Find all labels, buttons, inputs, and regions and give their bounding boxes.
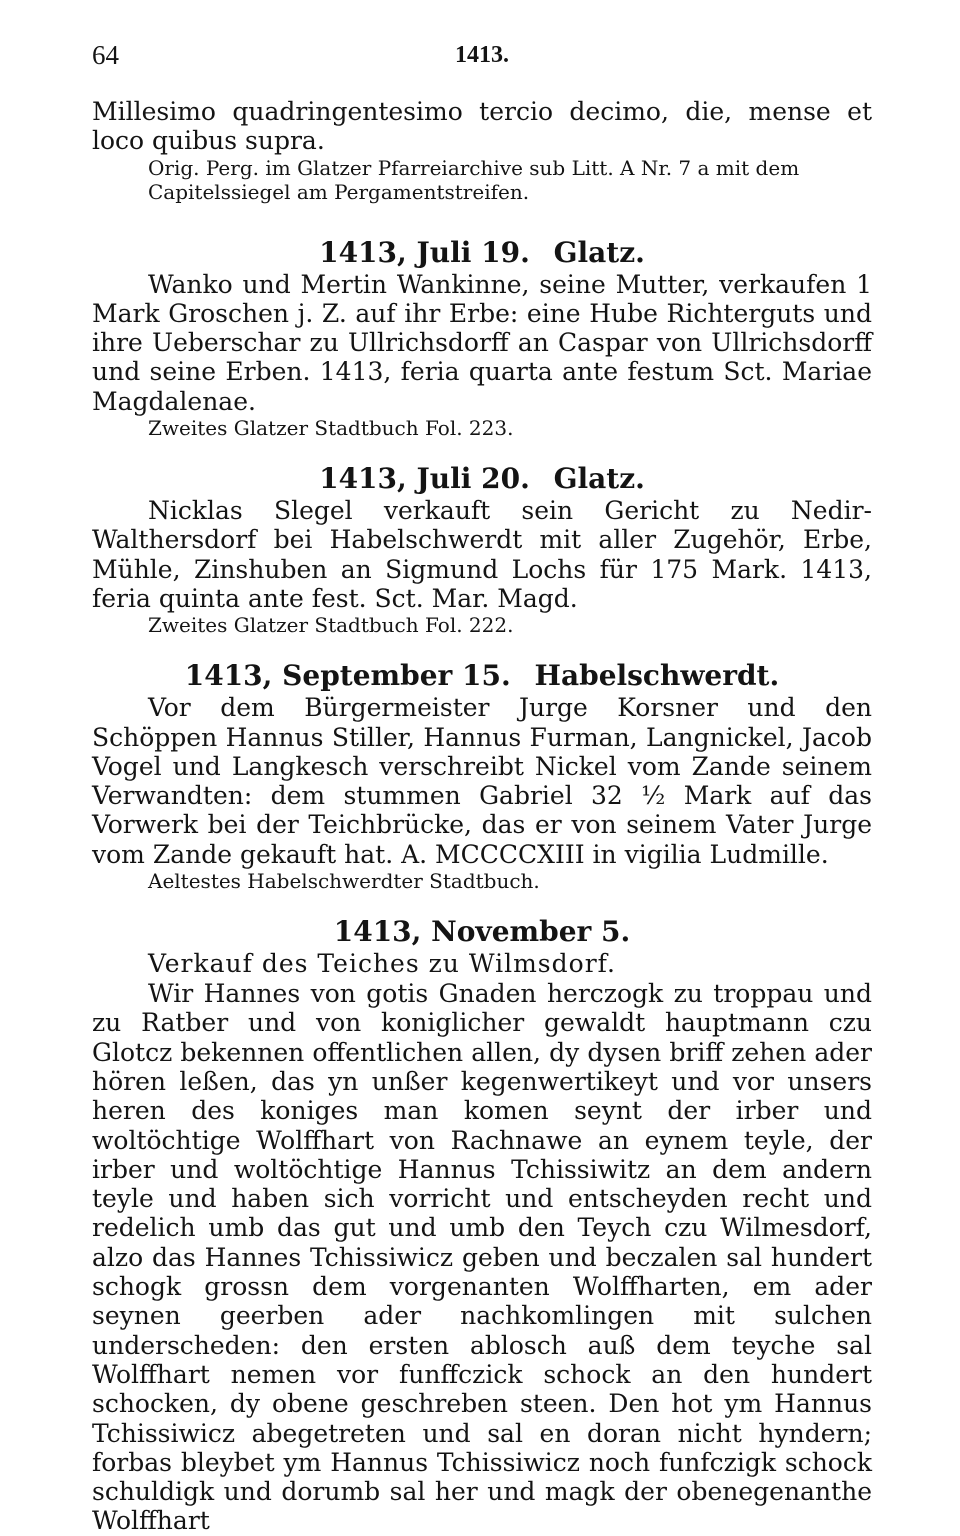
document-body bbox=[92, 97, 872, 1536]
entry-heading bbox=[92, 915, 872, 949]
entry-text: Wir Hannes von gotis Gnaden herczogk zu troppau und zu Ratber und von koniglicher gewaldt hauptmann czu Glotcz bekennen offentlichen allen, dy dysen briff zehen ader hören leßen, das yn unßer kegenwertikeyt und vor unsers heren des koniges man komen seynt der irber und woltöchtige Wolffhart von Rachnawe an eynem teyle, der irber und woltöchtige Hannus Tchissiwitz an dem andern teyle und haben sich vorricht und entscheyden recht und redelich umb das gut und umb den Teych czu Wilmesdorf, alzo das Hannes Tchissiwicz geben und beczalen sal hundert schogk grossn dem vorgenanten Wolffharten, em ader seynen geerben ader nachkomlingen mit sulchen underscheden: den ersten ablosch auß dem teyche sal Wolffhart nemen vor funffczick schock an den hundert schocken, dy obene geschreben steen. Den hot ym Hannus Tchissiwicz abegetreten und sal en doran nicht hyndern; forbas bleybet ym Hannus Tchissiwicz noch funfczigk schock schuldigk und dorumb sal her und magk der obenegenanthe Wolffhart bbox=[92, 979, 872, 1536]
entry-place: Glatz. bbox=[553, 462, 645, 496]
entry-place: Glatz. bbox=[553, 235, 645, 269]
entry-text: Nicklas Slegel verkauft sein Gericht zu Nedir-Walthersdorf bei Habelschwerdt mit aller Zugehör, Erbe, Mühle, Zinshuben an Sigmund Lochs für 175 Mark. 1413, feria quinta ante fest. Sct. Mar. Magd. bbox=[92, 496, 872, 613]
page-number: 64 bbox=[92, 40, 119, 70]
entry-1413-november-5 bbox=[92, 915, 872, 1536]
entry-text: Wanko und Mertin Wankinne, seine Mutter, verkaufen 1 Mark Groschen j. Z. auf ihr Erbe: eine Hube Richterguts und ihre Ueberschar zu Ullrichsdorff an Caspar von Ullrichsdorff und seine Erben. 1413, feria quarta ante festum Sct. Mariae Magdalenae. bbox=[92, 269, 872, 416]
running-head: 1413. bbox=[455, 42, 509, 68]
entry-source-note: Aeltestes Habelschwerdter Stadtbuch. bbox=[148, 869, 540, 894]
page-header bbox=[92, 40, 872, 76]
entry-date: 1413, November 5. bbox=[333, 915, 631, 949]
entry-source-note: Zweites Glatzer Stadtbuch Fol. 222. bbox=[148, 613, 514, 638]
entry-date: 1413, September 15. bbox=[184, 659, 511, 693]
entry-source-note: Zweites Glatzer Stadtbuch Fol. 223. bbox=[148, 416, 514, 441]
entry-heading bbox=[92, 462, 872, 496]
entry-subtitle: Verkauf des Teiches zu Wilmsdorf. bbox=[148, 949, 616, 979]
entry-place: Habelschwerdt. bbox=[534, 659, 780, 693]
entry-1413-september-15 bbox=[92, 659, 872, 893]
entry-heading bbox=[92, 236, 872, 270]
entry-heading bbox=[92, 659, 872, 693]
entry-date: 1413, Juli 19. bbox=[319, 235, 530, 269]
intro-paragraph: Millesimo quadringentesimo tercio decimo, die, mense et loco quibus supra. bbox=[92, 97, 872, 156]
entry-1413-juli-20 bbox=[92, 462, 872, 637]
intro-source-note: Orig. Perg. im Glatzer Pfarreiarchive sub Litt. A Nr. 7 a mit dem Capitelssiegel am Pergamentstreifen. bbox=[148, 155, 800, 204]
entry-1413-juli-19 bbox=[92, 236, 872, 440]
entry-date: 1413, Juli 20. bbox=[319, 462, 530, 496]
entry-text: Vor dem Bürgermeister Jurge Korsner und den Schöppen Hannus Stiller, Hannus Furman, Langnickel, Jacob Vogel und Langkesch verschreibt Nickel vom Zande seinem Verwandten: dem stummen Gabriel 32 ½ Mark auf das Vorwerk bei der Teichbrücke, das er von seinem Vater Jurge vom Zande gekauft hat. A. MCCCCXIII in vigilia Ludmille. bbox=[92, 693, 872, 869]
